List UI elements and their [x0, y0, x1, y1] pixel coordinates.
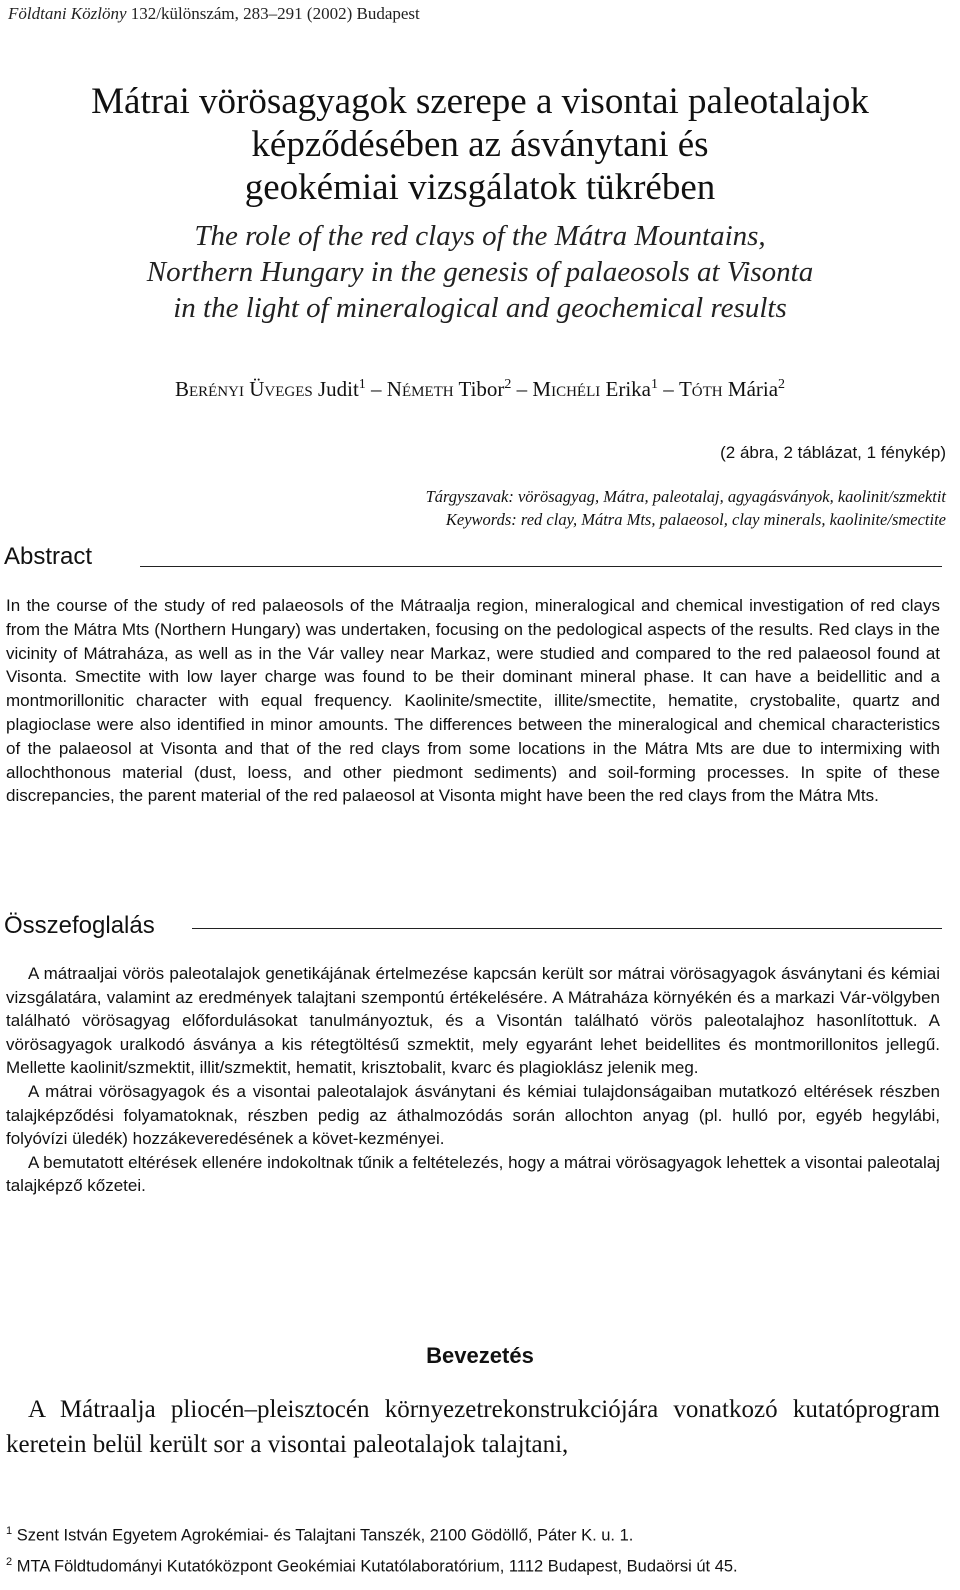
hungarian-title — [0, 80, 960, 209]
author-2: Németh Tibor$^2$ — [386, 377, 512, 401]
abstract-heading: Abstract — [4, 543, 93, 570]
introduction-heading: Bevezetés — [426, 1343, 534, 1368]
title-hu-line-2: képződésében az ásványtani és — [251, 124, 709, 165]
summary-body — [6, 962, 940, 1198]
footnotes — [6, 1518, 946, 1579]
summary-paragraph-2: A mátrai vörösagyagok és a visontai paleotalajok ásványtani és kémiai tulajdonságaiban mutatkozó eltérések részben talajképződési folyamatoknak, részben pedig az áthalmozódás során allochton anyag (pl. hulló por, egyéb hegylábi, folyóvízi üledék) hozzákeveredésének a követ-kezményei. — [6, 1081, 940, 1149]
author-1: Berényi Üveges Judit$^1$ — [174, 377, 366, 401]
author-separator: – — [516, 377, 528, 401]
keywords-en: Keywords: red clay, Mátra Mts, palaeosol, clay minerals, kaolinite/smectite — [445, 510, 946, 529]
author-4: Tóth Mária$^2$ — [678, 377, 786, 401]
author-3: Michéli Erika$^1$ — [532, 377, 658, 401]
summary-heading: Összefoglalás — [4, 912, 155, 939]
title-hu-line-3: geokémiai vizsgálatok tükrében — [244, 167, 716, 208]
figure-table-count: (2 ábra, 2 táblázat, 1 fénykép) — [720, 443, 946, 462]
summary-rule — [192, 928, 942, 929]
journal-name: Földtani Közlöny — [8, 4, 127, 23]
keywords-block — [426, 485, 946, 531]
abstract-body — [6, 594, 940, 808]
english-title — [0, 218, 960, 326]
title-en-line-3: in the light of mineralogical and geochemical results — [173, 292, 787, 324]
abstract-rule — [140, 566, 942, 567]
author-list — [0, 377, 960, 402]
title-en-line-2: Northern Hungary in the genesis of palaeosols at Visonta — [146, 256, 814, 288]
author-separator: – — [663, 377, 674, 401]
introduction-paragraph: A Mátraalja pliocén–pleisztocén környezetrekonstrukciójára vonatkozó kutatóprogram keretein belül került sor a visontai paleotalajok talajtani, — [6, 1396, 940, 1458]
footnote-1: $^1$ Szent István Egyetem Agrokémiai- és Talajtani Tanszék, 2100 Gödöllő, Páter K. u. 1. — [6, 1525, 634, 1545]
summary-paragraph-3: A bemutatott eltérések ellenére indokoltnak tűnik a feltételezés, hogy a mátrai vörösagyagok lehettek a visontai paleotalaj talajképző kőzetei. — [6, 1152, 940, 1196]
footnote-2: $^2$ MTA Földtudományi Kutatóközpont Geokémiai Kutatólaboratórium, 1112 Budapest, Budaörsi út 45. — [6, 1555, 738, 1575]
keywords-hu: Tárgyszavak: vörösagyag, Mátra, paleotalaj, agyagásványok, kaolinit/szmektit — [425, 487, 946, 506]
introduction-body — [6, 1392, 940, 1462]
summary-paragraph-1: A mátraaljai vörös paleotalajok genetikájának értelmezése kapcsán került sor mátrai vörösagyagok ásványtani és kémiai vizsgálatára, valamint az eredmények talajtani szempontú értékelésére. A Mátraháza környékén és a markazi Vár-völgyben található vörösagyag előfordulásokat tanulmányoztuk, és a Visontán található vörös paleotalajhoz hasonlítottuk. A vörösagyagok uralkodó ásványa a kis rétegtöltésű szmektit, mely egyaránt lehet beidellites és montmorillonitos jellegű. Mellette kaolinit/szmektit, illit/szmektit, hematit, krisztobalit, kvarc és plagioklász jelenik meg. — [6, 964, 940, 1078]
title-hu-line-1: Mátrai vörösagyagok szerepe a visontai paleotalajok — [91, 81, 869, 122]
abstract-text: In the course of the study of red palaeosols of the Mátraalja region, mineralogical and chemical investigation of red clays from the Mátra Mts (Northern Hungary) was undertaken, focusing on the pedological aspects of the results. Red clays in the vicinity of Mátraháza, as well as in the Vár valley near Markaz, were studied and compared to the red palaeosol found at Visonta. Smectite with low layer charge was found to be their dominant mineral phase. It can have a beidellitic and a montmorillonitic character with equal frequency. Kaolinite/smectite, illite/smectite, hematite, crystobalite, quartz and plagioclase were also identified in minor amounts. The differences between the mineralogical and chemical characteristics of the palaeosol at Visonta and that of the red clays from some locations in the Mátra Mts are due to intermixing with allochthonous material (dust, loess, and other piedmont sediments) and soil-forming processes. In spite of these discrepancies, the parent material of the red palaeosol at Visonta might have been the red clays from the Mátra Mts. — [6, 596, 940, 806]
journal-issue: 132/különszám, 283–291 (2002) Budapest — [130, 4, 420, 23]
running-head — [8, 4, 420, 24]
title-en-line-1: The role of the red clays of the Mátra Mountains, — [194, 220, 766, 252]
author-separator: – — [371, 377, 382, 401]
